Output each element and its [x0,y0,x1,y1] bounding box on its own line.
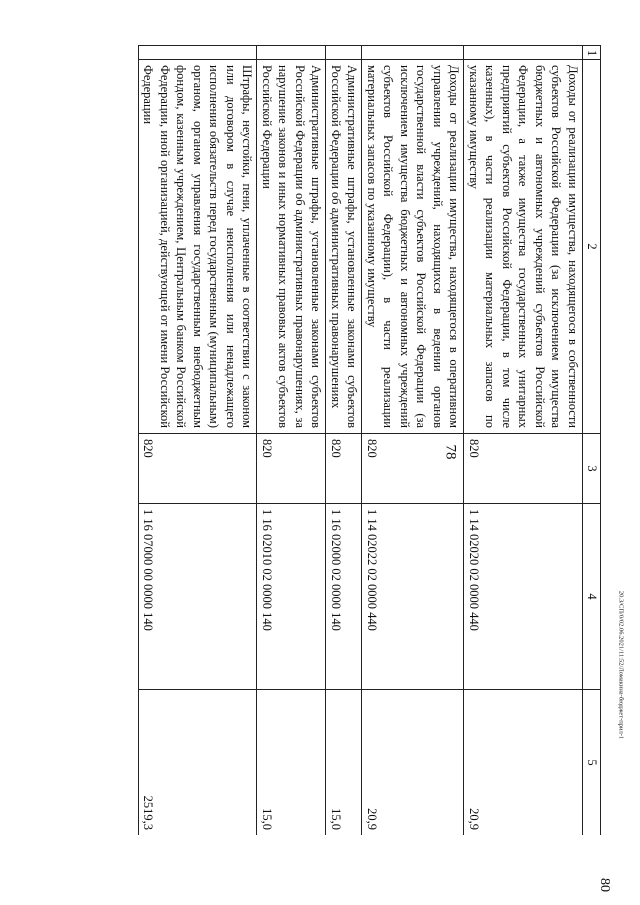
row-budget-code: 1 14 02020 02 0000 440 [464,504,583,690]
row-amount: 2519,3 [139,690,258,836]
row-amount: 20,9 [464,690,583,836]
row-admin-code: 820 [257,434,326,504]
row-budget-code: 1 16 02010 02 0000 140 [257,504,326,690]
row-admin-code: 820 [326,434,362,504]
row-admin-code: 820 [464,434,583,504]
row-amount: 15,0 [257,690,326,836]
table-row [139,46,258,836]
row-description: Доходы от реализации имущества, находящегося в оперативном управлении учреждений, находящихся в ведении органов государственной власти субъектов Российской Федерации (за исключением имущества бюджетных и автономных учреждений субъектов Российской Федерации), в части реализации материальных запасов по указанному имуществу [362,60,464,434]
page-number-top: 78 [442,444,459,460]
row-description: Доходы от реализации имущества, находящегося в собственности субъектов Российской Федерации (за исключением имущества бюджетных и автономных учреждений субъектов Российской Федерации, а также имущества государственных унитарных предприятий субъектов Российской Федерации, в том числе казенных), в части реализации материальных запасов по указанному имуществу [464,60,583,434]
header-col-3: 3 [583,434,601,504]
row-admin-code: 820 [362,434,464,504]
row-num-cell [257,46,326,60]
header-col-4: 4 [583,504,601,690]
rotated-page [96,45,601,835]
header-col-5: 5 [583,690,601,836]
row-budget-code: 1 16 07000 00 0000 140 [139,504,258,690]
table-row [362,46,464,836]
table-row [257,46,326,836]
row-num-cell [326,46,362,60]
row-budget-code: 1 14 02022 02 0000 440 [362,504,464,690]
table-row [326,46,362,836]
row-description: Административные штрафы, установленные законами субъектов Российской Федерации об административных правонарушениях, за нарушение законов и иных нормативных правовых актов субъектов Российской Федерации [257,60,326,434]
document-footer-reference: 20.3/СП/0/02.06.2021/11:52/Ломакина-бюджет-прил-1 [617,590,625,740]
revenue-table [138,45,601,835]
table-header-row [583,46,601,836]
header-col-2: 2 [583,60,601,434]
row-num-cell [362,46,464,60]
row-num-cell [139,46,258,60]
row-description: Штрафы, неустойки, пени, уплаченные в соответствии с законом или договором в случае неисполнения или ненадлежащего исполнения обязательств перед государственным (муниципальным) органом, органом управления государственным внебюджетным фондом, казенным учреждением, Центральным банком Российской Федерации, иной организацией, действующей от имени Российской Федерации [139,60,258,434]
row-admin-code: 820 [139,434,258,504]
table-row [464,46,583,836]
row-description: Административные штрафы, установленные законами субъектов Российской Федерации об административных правонарушениях [326,60,362,434]
row-budget-code: 1 16 02000 02 0000 140 [326,504,362,690]
page-number-bottom: 80 [597,878,612,892]
table-container [96,45,601,835]
header-col-1: 1 [583,46,601,60]
row-amount: 15,0 [326,690,362,836]
row-amount: 20,9 [362,690,464,836]
row-num-cell [464,46,583,60]
